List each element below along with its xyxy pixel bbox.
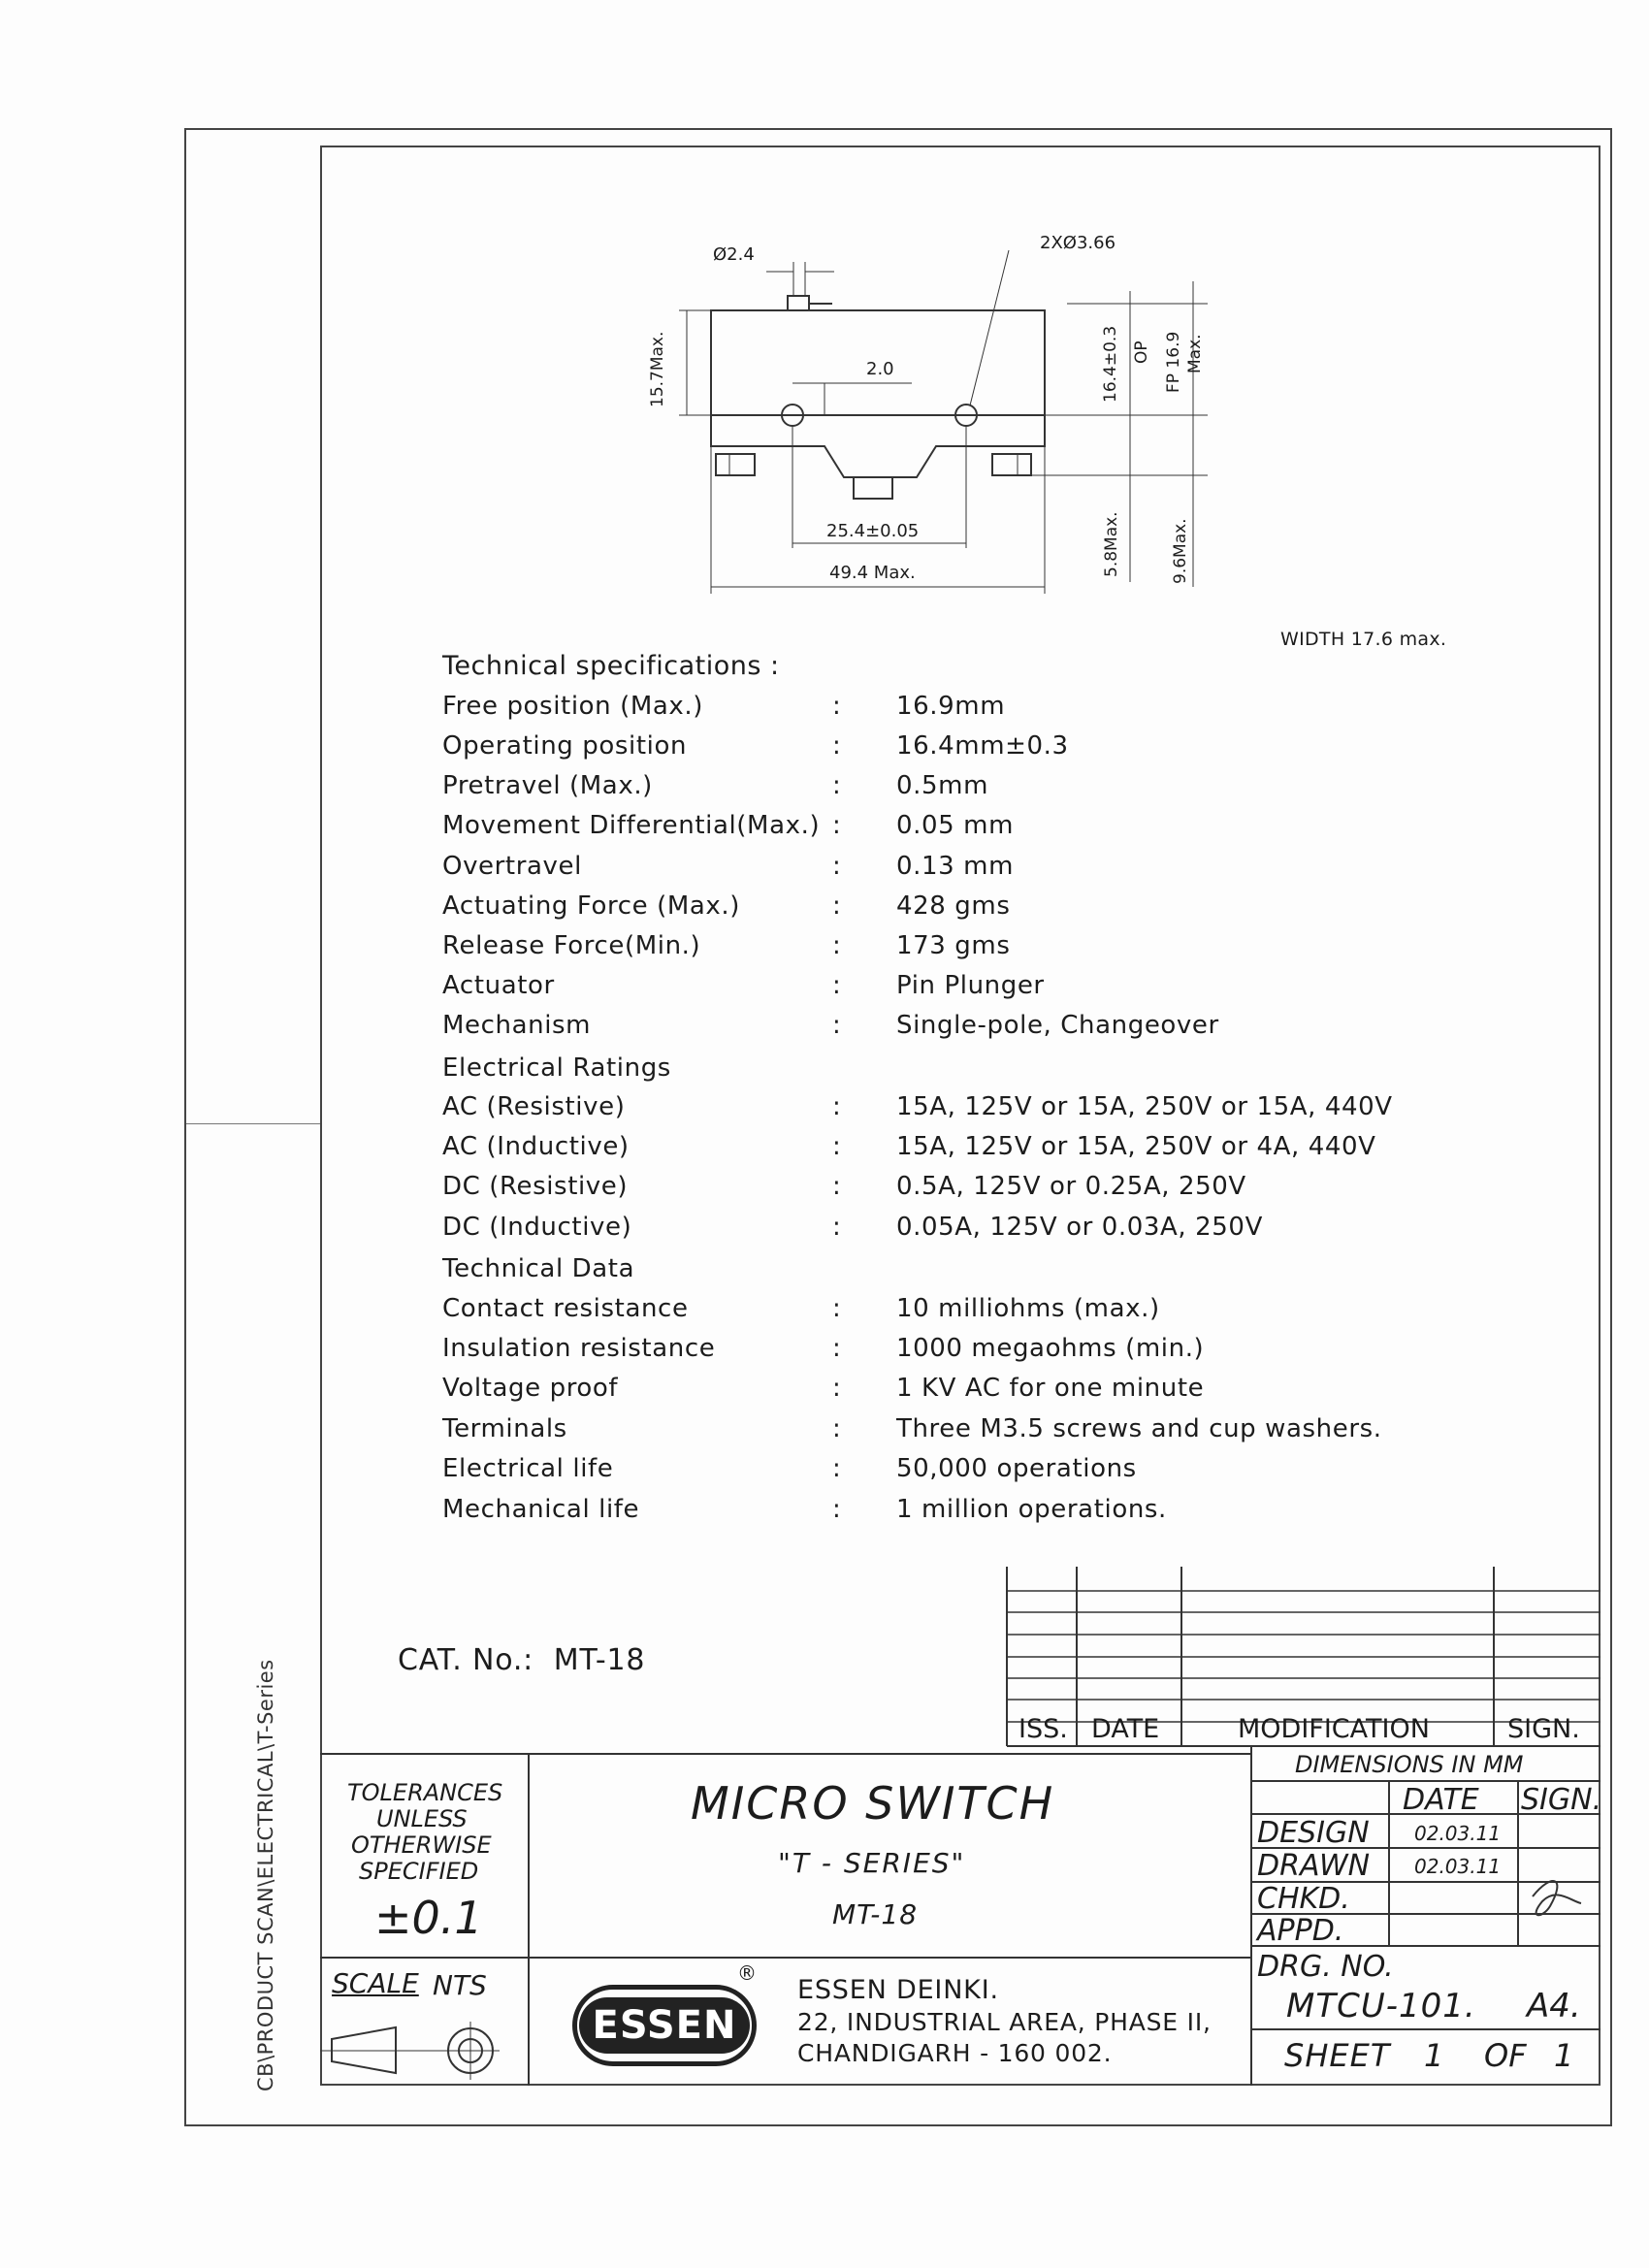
chkd-label: CHKD. — [1257, 1882, 1350, 1916]
scale-label: SCALE — [332, 1967, 419, 1999]
tolerance-value: ±0.1 — [374, 1892, 483, 1944]
company-name: ESSEN DEINKI. — [797, 1975, 999, 2005]
dim-op-label: OP — [1132, 340, 1151, 364]
spec-row-terminals: Terminals : Three M3.5 screws and cup washers. — [442, 1414, 1382, 1443]
sheet-total: 1 — [1554, 2037, 1574, 2074]
dim-operating-position: 16.4±0.3 — [1101, 325, 1120, 403]
rev-iss-header: ISS. — [1018, 1714, 1068, 1744]
dim-holes: 2XØ3.66 — [1040, 233, 1116, 253]
spec-row-mechanical-life: Mechanical life : 1 million operations. — [442, 1495, 1167, 1524]
rev-date-header: DATE — [1091, 1714, 1160, 1744]
tolerances-line-3: OTHERWISE — [351, 1831, 492, 1859]
dim-terminal-height: 5.8Max. — [1102, 511, 1121, 577]
spec-row-ac-inductive: AC (Inductive) : 15A, 125V or 15A, 250V or 4A, 440V — [442, 1132, 1376, 1161]
spec-row-voltage-proof: Voltage proof : 1 KV AC for one minute — [442, 1374, 1205, 1403]
spec-row-overtravel: Overtravel : 0.13 mm — [442, 852, 1015, 881]
company-address-1: 22, INDUSTRIAL AREA, PHASE II, — [797, 2008, 1212, 2036]
dim-offset: 2.0 — [866, 359, 894, 379]
technical-data-heading: Technical Data — [442, 1254, 635, 1283]
spec-row-movement-differential: Movement Differential(Max.) : 0.05 mm — [442, 811, 1015, 840]
spec-row-release-force: Release Force(Min.) : 173 gms — [442, 931, 1011, 960]
essen-logo — [572, 1985, 757, 2066]
tb-date-header: DATE — [1403, 1783, 1479, 1817]
sheet-of: OF — [1484, 2037, 1527, 2074]
spec-row-contact-resistance: Contact resistance : 10 milliohms (max.) — [442, 1294, 1160, 1323]
signature-mark — [1533, 1881, 1581, 1915]
design-label: DESIGN — [1257, 1816, 1370, 1850]
appd-label: APPD. — [1257, 1914, 1344, 1948]
design-date: 02.03.11 — [1414, 1822, 1502, 1845]
drg-no-label: DRG. NO. — [1257, 1950, 1394, 1984]
spec-row-pretravel: Pretravel (Max.) : 0.5mm — [442, 771, 989, 800]
side-path-label: CB\PRODUCT SCAN\ELECTRICAL\T-Series — [254, 1659, 277, 2091]
essen-logo-text: ESSEN — [579, 1997, 751, 2054]
drawing-model: MT-18 — [832, 1898, 919, 1930]
spec-row-free-position: Free position (Max.) : 16.9mm — [442, 692, 1006, 721]
drg-number: MTCU-101. — [1286, 1987, 1476, 2025]
dim-bottom-height: 9.6Max. — [1171, 518, 1190, 584]
catalog-number: CAT. No.: MT-18 — [398, 1643, 646, 1677]
rev-sign-header: SIGN. — [1507, 1714, 1580, 1744]
spec-row-actuator: Actuator : Pin Plunger — [442, 971, 1045, 1000]
tolerances-line-1: TOLERANCES — [347, 1779, 503, 1806]
sheet-number: 1 — [1424, 2037, 1444, 2074]
rev-modification-header: MODIFICATION — [1238, 1714, 1430, 1744]
company-address-2: CHANDIGARH - 160 002. — [797, 2039, 1113, 2067]
dim-overall-width: 49.4 Max. — [829, 563, 916, 583]
tb-sign-header: SIGN. — [1521, 1783, 1602, 1817]
spec-row-electrical-life: Electrical life : 50,000 operations — [442, 1454, 1137, 1483]
drawn-date: 02.03.11 — [1414, 1855, 1502, 1878]
paper-size: A4. — [1527, 1987, 1581, 2025]
dim-free-position-max: Max. — [1185, 334, 1205, 373]
spec-row-dc-inductive: DC (Inductive) : 0.05A, 125V or 0.03A, 250V — [442, 1213, 1263, 1242]
dimensions-unit: DIMENSIONS IN MM — [1295, 1751, 1524, 1778]
dim-free-position: FP 16.9 — [1164, 331, 1183, 393]
scale-value: NTS — [433, 1969, 487, 2001]
sheet-label: SHEET — [1284, 2037, 1391, 2074]
spec-row-actuating-force: Actuating Force (Max.) : 428 gms — [442, 891, 1011, 921]
width-note: WIDTH 17.6 max. — [1280, 629, 1447, 650]
dim-pin-diameter: Ø2.4 — [713, 244, 755, 265]
dim-body-height: 15.7Max. — [648, 331, 667, 407]
spec-row-dc-resistive: DC (Resistive) : 0.5A, 125V or 0.25A, 250V — [442, 1172, 1246, 1201]
dim-hole-pitch: 25.4±0.05 — [826, 521, 920, 541]
drawn-label: DRAWN — [1257, 1849, 1371, 1883]
registered-mark: ® — [737, 1961, 757, 1985]
tolerances-line-4: SPECIFIED — [359, 1858, 479, 1885]
spec-title: Technical specifications : — [442, 651, 780, 681]
drawing-title: MICRO SWITCH — [691, 1777, 1055, 1830]
electrical-ratings-heading: Electrical Ratings — [442, 1053, 671, 1083]
spec-row-mechanism: Mechanism : Single-pole, Changeover — [442, 1011, 1219, 1040]
spec-row-ac-resistive: AC (Resistive) : 15A, 125V or 15A, 250V or 15A, 440V — [442, 1092, 1393, 1121]
spec-row-operating-position: Operating position : 16.4mm±0.3 — [442, 731, 1069, 761]
drawing-series: "T - SERIES" — [778, 1847, 966, 1879]
spec-row-insulation-resistance: Insulation resistance : 1000 megaohms (min.) — [442, 1334, 1205, 1363]
tolerances-line-2: UNLESS — [376, 1805, 468, 1832]
